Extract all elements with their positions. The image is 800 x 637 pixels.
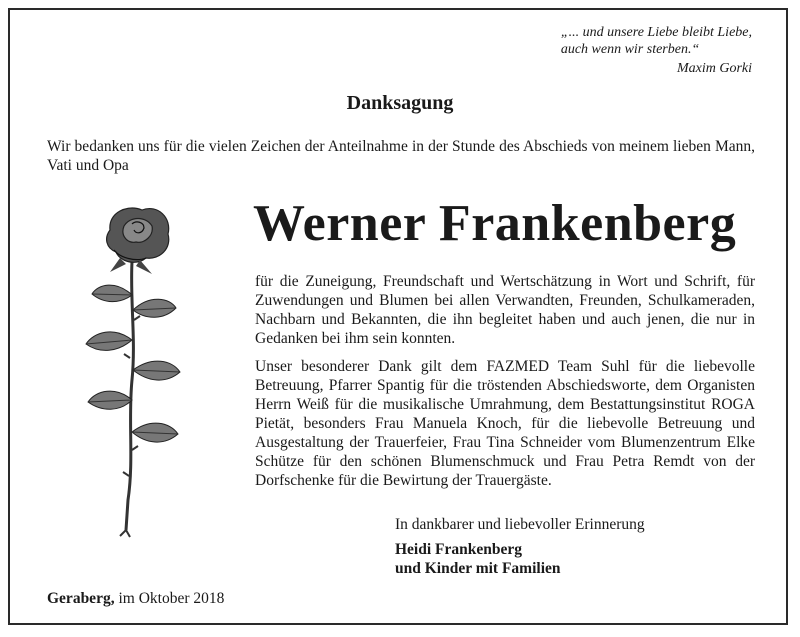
rose-icon xyxy=(80,200,190,540)
intro-text: Wir bedanken uns für die vielen Zeichen der Anteilnahme in der Stunde des Abschieds von meinem lieben Mann, Vati und Opa xyxy=(47,138,755,174)
deceased-name: Werner Frankenberg xyxy=(253,195,737,252)
date-text: im Oktober 2018 xyxy=(118,590,225,607)
place-date xyxy=(47,590,224,608)
gratitude-paragraph: für die Zuneigung, Freundschaft und Wertschätzung in Wort und Schrift, für Zuwendungen und Blumen bei allen Verwandten, Freunden, Schulkameraden, Nachbarn und Bekannten, die ihn begleitet haben und auch jenen, die nur in Gedanken bei ihm sein konnten. xyxy=(255,273,755,347)
closing-greeting: In dankbarer und liebevoller Erinnerung xyxy=(395,516,645,533)
epigraph-quote xyxy=(561,24,752,77)
place-name: Geraberg, xyxy=(47,590,115,607)
special-thanks-paragraph: Unser besonderer Dank gilt dem FAZMED Team Suhl für die liebevolle Betreuung, Pfarrer Spantig für die tröstenden Abschiedsworte, dem Organisten Herrn Weiß für die musikalische Umrahmung, dem Bestattungsinstitut ROGA Pietät, besonders Frau Manuela Knoch, für die liebevolle Betreuung und Ausgestaltung der Trauerfeier, Frau Tina Schneider vom Blumenzentrum Elke Schütze für den schönen Blumenschmuck und Frau Petra Remdt von der Dorfschenke für die Bewirtung der Trauergäste. xyxy=(255,358,755,489)
quote-line-2: auch wenn wir sterben.“ xyxy=(560,42,700,57)
signer-1: Heidi Frankenberg xyxy=(395,541,523,558)
closing-block xyxy=(395,515,645,578)
notice-title: Danksagung xyxy=(346,92,454,114)
quote-line-1: „... und unsere Liebe bleibt Liebe, xyxy=(560,25,752,40)
quote-author: Maxim Gorki xyxy=(676,61,752,76)
signer-2: und Kinder mit Familien xyxy=(395,560,561,577)
